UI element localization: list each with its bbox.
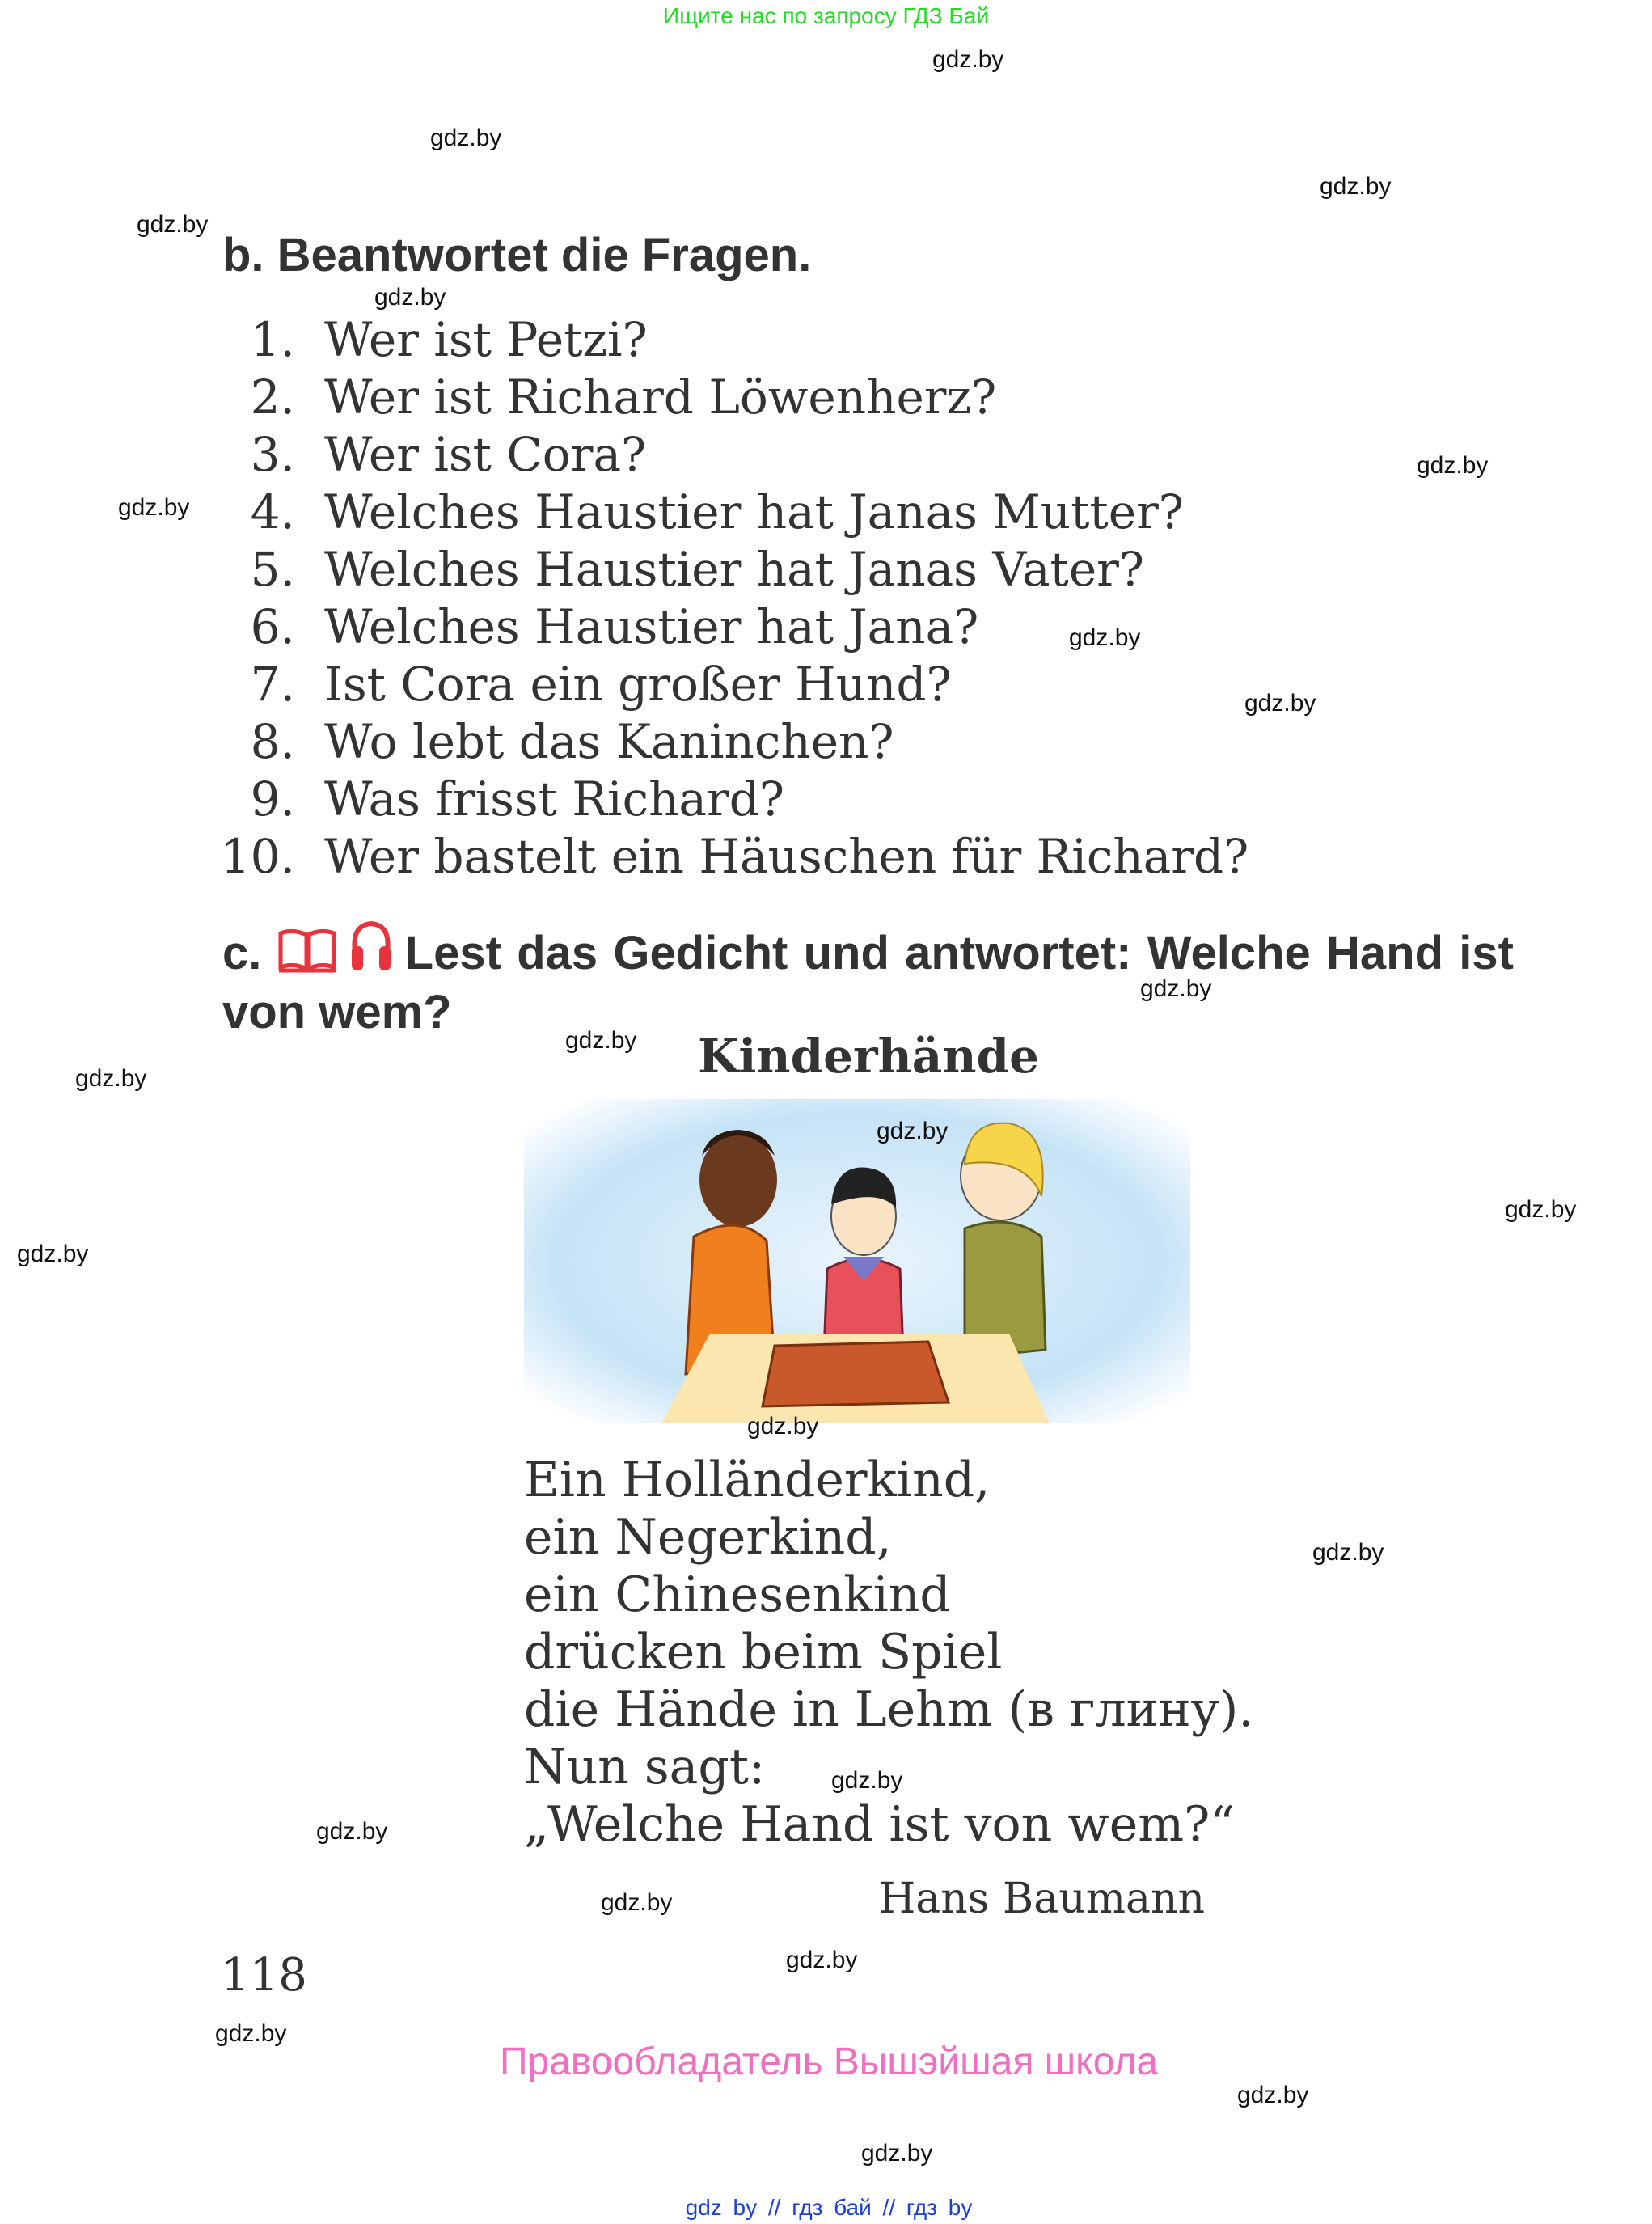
section-c-label: c. bbox=[222, 927, 262, 979]
watermark: gdz.by bbox=[1237, 2082, 1309, 2108]
section-c-text: Lest das Gedicht und antwortet: Welche Hand ist von wem? bbox=[222, 927, 1514, 1038]
question-number: 2. bbox=[250, 370, 295, 425]
watermark: gdz.by bbox=[430, 125, 502, 151]
list-item bbox=[218, 541, 1249, 598]
list-item bbox=[218, 656, 1249, 713]
watermark: gdz.by bbox=[1069, 624, 1141, 651]
poem-title: Kinderhände bbox=[697, 1029, 1039, 1084]
question-number: 10. bbox=[220, 829, 295, 884]
section-b-heading: b. Beantwortet die Fragen. bbox=[222, 229, 812, 281]
poem-line: ein Chinesenkind bbox=[524, 1567, 951, 1623]
question-text: Wer ist Richard Löwenherz? bbox=[324, 370, 997, 425]
list-item bbox=[218, 311, 1249, 369]
watermark: gdz.by bbox=[374, 284, 446, 311]
watermark: gdz.by bbox=[601, 1889, 673, 1916]
poem-line: ein Negerkind, bbox=[524, 1509, 892, 1566]
watermark: gdz.by bbox=[786, 1947, 858, 1973]
watermark: gdz.by bbox=[137, 211, 209, 238]
footer-links[interactable]: gdz by // гдз бай // гдз by bbox=[685, 2195, 973, 2220]
watermark: gdz.by bbox=[1140, 975, 1212, 1002]
rights-holder: Правообладатель Вышэйшая школа bbox=[499, 2040, 1159, 2083]
question-text: Welches Haustier hat Janas Vater? bbox=[324, 542, 1144, 597]
headphones-icon bbox=[349, 920, 394, 985]
list-item bbox=[218, 771, 1249, 828]
poem-line: Ein Holländerkind, bbox=[524, 1452, 991, 1508]
question-text: Welches Haustier hat Janas Mutter? bbox=[324, 484, 1184, 539]
watermark: gdz.by bbox=[17, 1241, 89, 1267]
list-item bbox=[218, 713, 1249, 771]
question-list bbox=[218, 311, 1249, 886]
watermark: gdz.by bbox=[831, 1767, 903, 1794]
watermark: gdz.by bbox=[932, 46, 1004, 73]
watermark: gdz.by bbox=[1505, 1196, 1577, 1223]
watermark: gdz.by bbox=[118, 494, 190, 521]
watermark: gdz.by bbox=[1312, 1539, 1384, 1566]
question-text: Wer bastelt ein Häuschen für Richard? bbox=[324, 829, 1249, 884]
question-number: 1. bbox=[250, 312, 295, 367]
question-text: Wo lebt das Kaninchen? bbox=[324, 714, 894, 769]
watermark: gdz.by bbox=[877, 1118, 949, 1144]
question-number: 6. bbox=[250, 599, 295, 654]
list-item bbox=[218, 828, 1249, 886]
question-text: Wer ist Petzi? bbox=[324, 312, 648, 367]
list-item bbox=[218, 484, 1249, 541]
watermark: gdz.by bbox=[565, 1027, 637, 1054]
book-icon bbox=[277, 927, 337, 985]
poem-author: Hans Baumann bbox=[878, 1875, 1205, 1923]
question-text: Ist Cora ein großer Hund? bbox=[324, 657, 952, 712]
question-text: Was frisst Richard? bbox=[324, 772, 784, 827]
question-number: 3. bbox=[250, 427, 295, 482]
watermark: gdz.by bbox=[316, 1818, 388, 1845]
question-number: 7. bbox=[250, 657, 295, 712]
poem-line: „Welche Hand ist von wem?“ bbox=[524, 1796, 1235, 1853]
list-item bbox=[218, 369, 1249, 426]
search-hint: Ищите нас по запросу ГДЗ Бай bbox=[662, 3, 990, 28]
question-number: 9. bbox=[250, 772, 295, 827]
question-text: Wer ist Cora? bbox=[324, 427, 647, 482]
page-number: 118 bbox=[221, 1949, 307, 2002]
watermark: gdz.by bbox=[1320, 173, 1392, 200]
children-illustration bbox=[524, 1099, 1190, 1423]
watermark: gdz.by bbox=[861, 2140, 933, 2167]
watermark: gdz.by bbox=[75, 1065, 147, 1092]
poem-line: Nun sagt: bbox=[524, 1739, 766, 1795]
list-item bbox=[218, 426, 1249, 484]
poem-line: die Hände in Lehm (в глину). bbox=[524, 1681, 1254, 1738]
watermark: gdz.by bbox=[1417, 452, 1489, 479]
watermark: gdz.by bbox=[1244, 690, 1316, 717]
watermark: gdz.by bbox=[215, 2020, 287, 2047]
poem-line: drücken beim Spiel bbox=[524, 1624, 1003, 1681]
section-c-heading bbox=[222, 920, 1514, 1039]
question-number: 4. bbox=[250, 484, 295, 539]
watermark: gdz.by bbox=[747, 1413, 819, 1440]
question-number: 8. bbox=[250, 714, 295, 769]
question-text: Welches Haustier hat Jana? bbox=[324, 599, 979, 654]
question-number: 5. bbox=[250, 542, 295, 597]
